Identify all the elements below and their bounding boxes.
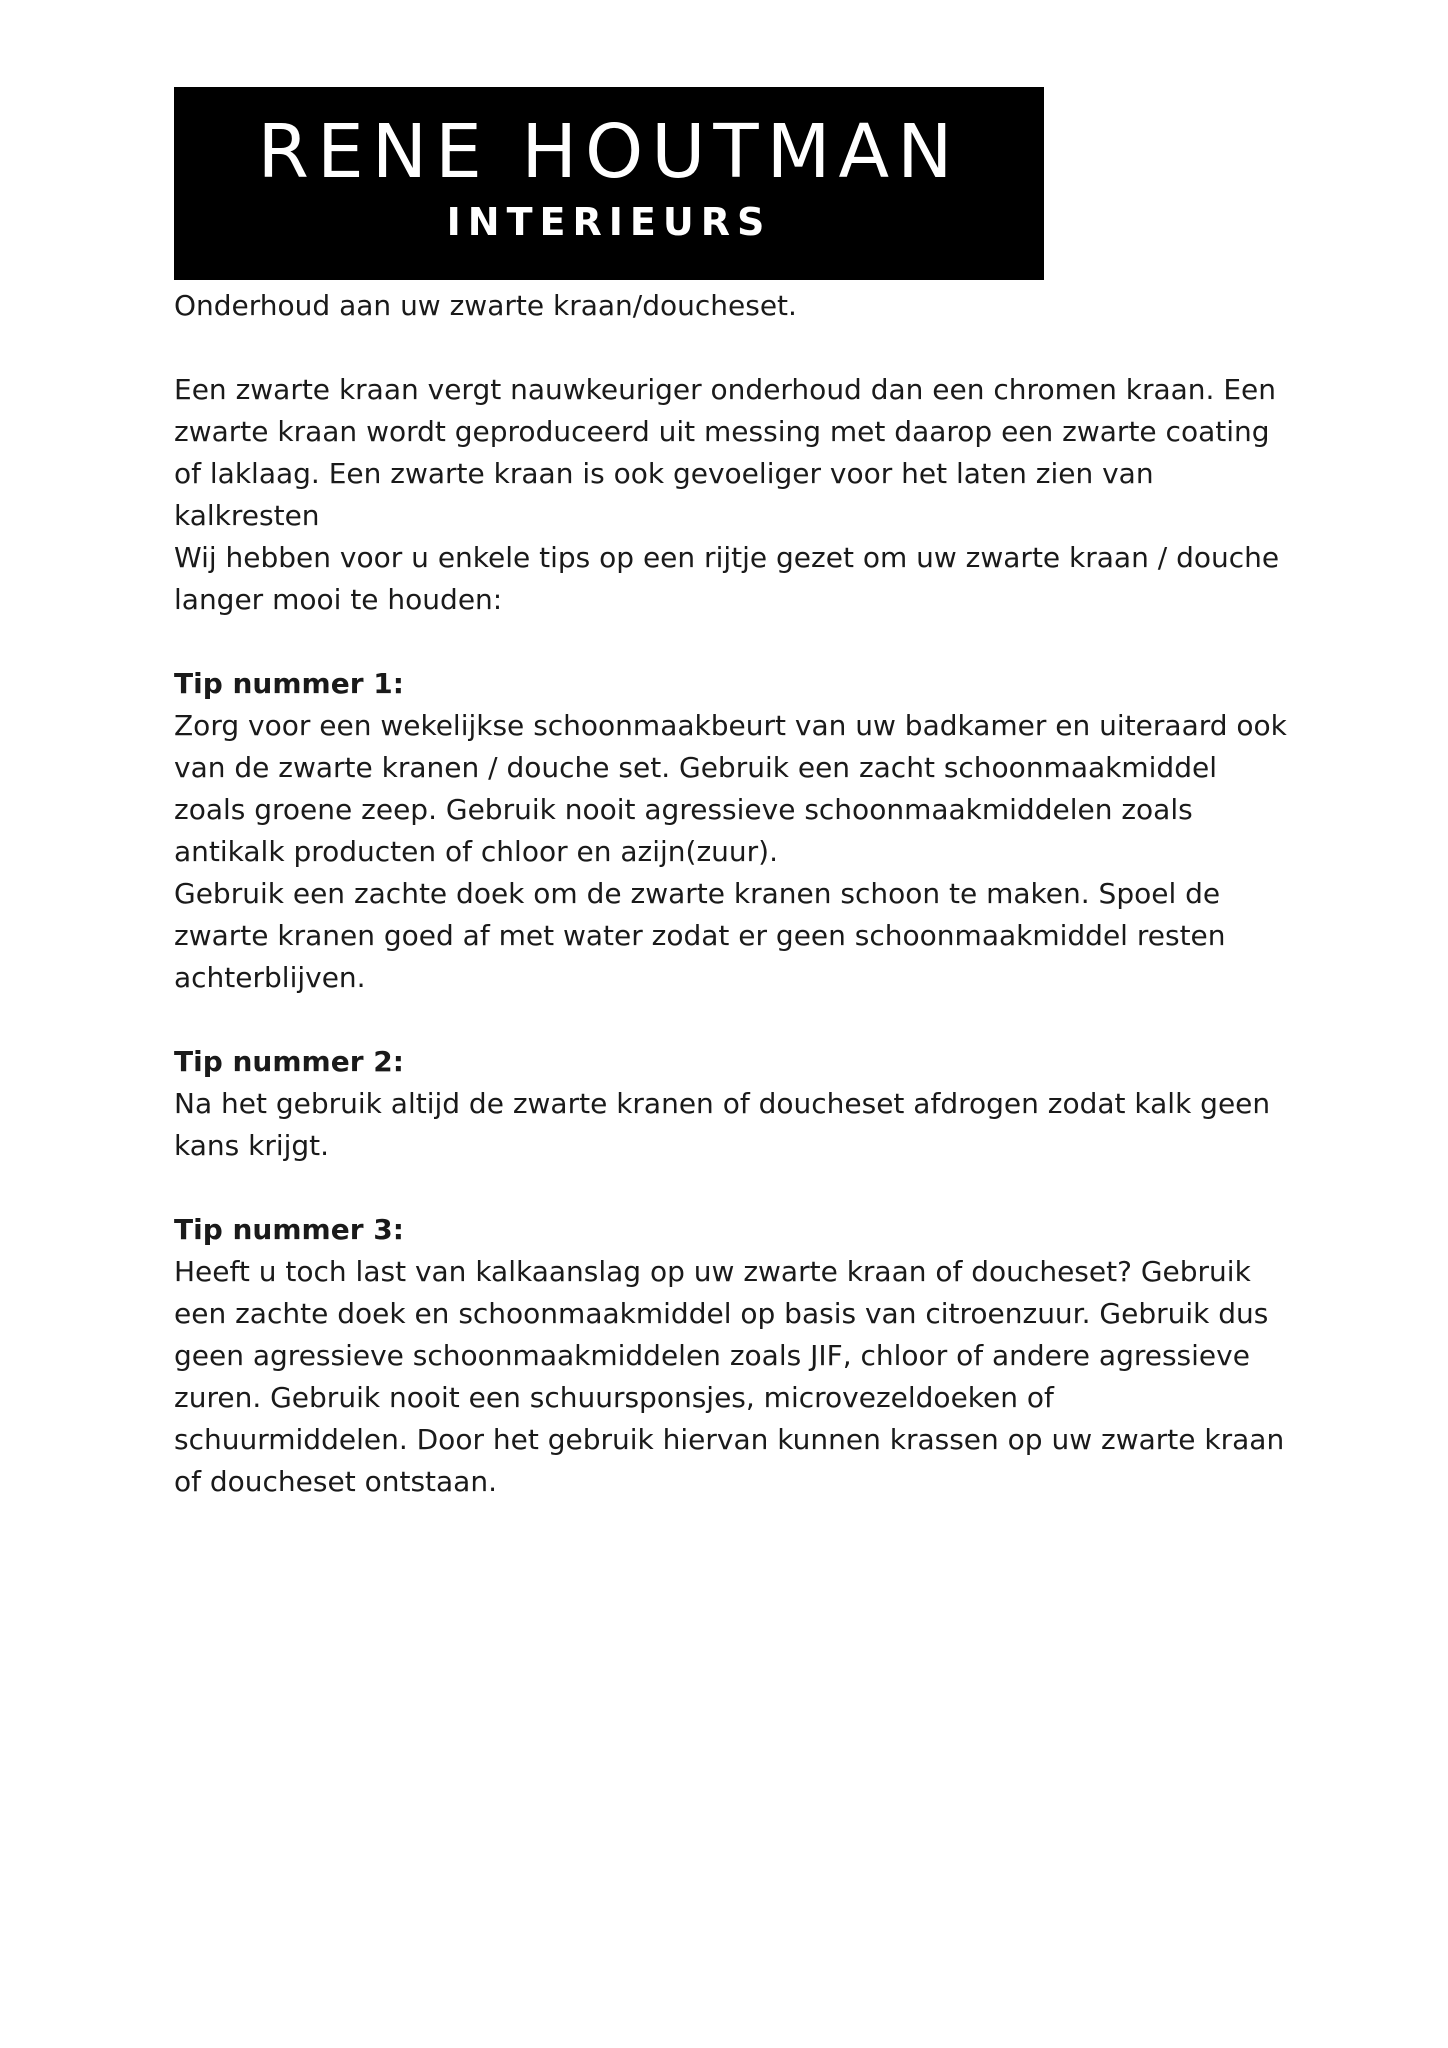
- tip-1-line: van de zwarte kranen / douche set. Gebruik een zacht schoonmaakmiddel: [174, 751, 1217, 784]
- intro-line: Een zwarte kraan vergt nauwkeuriger onderhoud dan een chromen kraan. Een: [174, 373, 1276, 406]
- tip-3-line: Heeft u toch last van kalkaanslag op uw zwarte kraan of doucheset? Gebruik: [174, 1255, 1251, 1288]
- tip-1-line: zoals groene zeep. Gebruik nooit agressieve schoonmaakmiddelen zoals: [174, 793, 1193, 826]
- tip-3-line: een zachte doek en schoonmaakmiddel op basis van citroenzuur. Gebruik dus: [174, 1297, 1269, 1330]
- spacer: [174, 999, 1314, 1041]
- tip-2-line: kans krijgt.: [174, 1129, 330, 1162]
- tip-3-line: zuren. Gebruik nooit een schuursponsjes, microvezeldoeken of: [174, 1381, 1054, 1414]
- tip-3-heading: Tip nummer 3:: [174, 1213, 404, 1246]
- tip-1-line: zwarte kranen goed af met water zodat er geen schoonmaakmiddel resten: [174, 919, 1226, 952]
- tip-1-line: antikalk producten of chloor en azijn(zuur).: [174, 835, 778, 868]
- intro-line: of laklaag. Een zwarte kraan is ook gevoeliger voor het laten zien van: [174, 457, 1154, 490]
- tip-3-line: schuurmiddelen. Door het gebruik hiervan kunnen krassen op uw zwarte kraan: [174, 1423, 1285, 1456]
- company-logo: [174, 87, 1044, 280]
- tip-1-line: achterblijven.: [174, 961, 366, 994]
- document-title: Onderhoud aan uw zwarte kraan/doucheset.: [174, 289, 797, 322]
- spacer: [174, 327, 1314, 369]
- intro-line: kalkresten: [174, 499, 320, 532]
- intro-line: Wij hebben voor u enkele tips op een rijtje gezet om uw zwarte kraan / douche: [174, 541, 1280, 574]
- logo-name: RENE HOUTMAN: [257, 109, 961, 195]
- tip-1-line: Gebruik een zachte doek om de zwarte kranen schoon te maken. Spoel de: [174, 877, 1221, 910]
- tip-3-line: geen agressieve schoonmaakmiddelen zoals JIF, chloor of andere agressieve: [174, 1339, 1250, 1372]
- intro-line: langer mooi te houden:: [174, 583, 503, 616]
- spacer: [174, 621, 1314, 663]
- logo-subtitle: INTERIEURS: [446, 200, 772, 244]
- tip-2-line: Na het gebruik altijd de zwarte kranen of doucheset afdrogen zodat kalk geen: [174, 1087, 1271, 1120]
- tip-1-heading: Tip nummer 1:: [174, 667, 404, 700]
- tip-2-heading: Tip nummer 2:: [174, 1045, 404, 1078]
- spacer: [174, 1167, 1314, 1209]
- intro-line: zwarte kraan wordt geproduceerd uit messing met daarop een zwarte coating: [174, 415, 1270, 448]
- tip-1-line: Zorg voor een wekelijkse schoonmaakbeurt van uw badkamer en uiteraard ook: [174, 709, 1287, 742]
- tip-3-line: of doucheset ontstaan.: [174, 1465, 497, 1498]
- document-body: [174, 285, 1314, 1503]
